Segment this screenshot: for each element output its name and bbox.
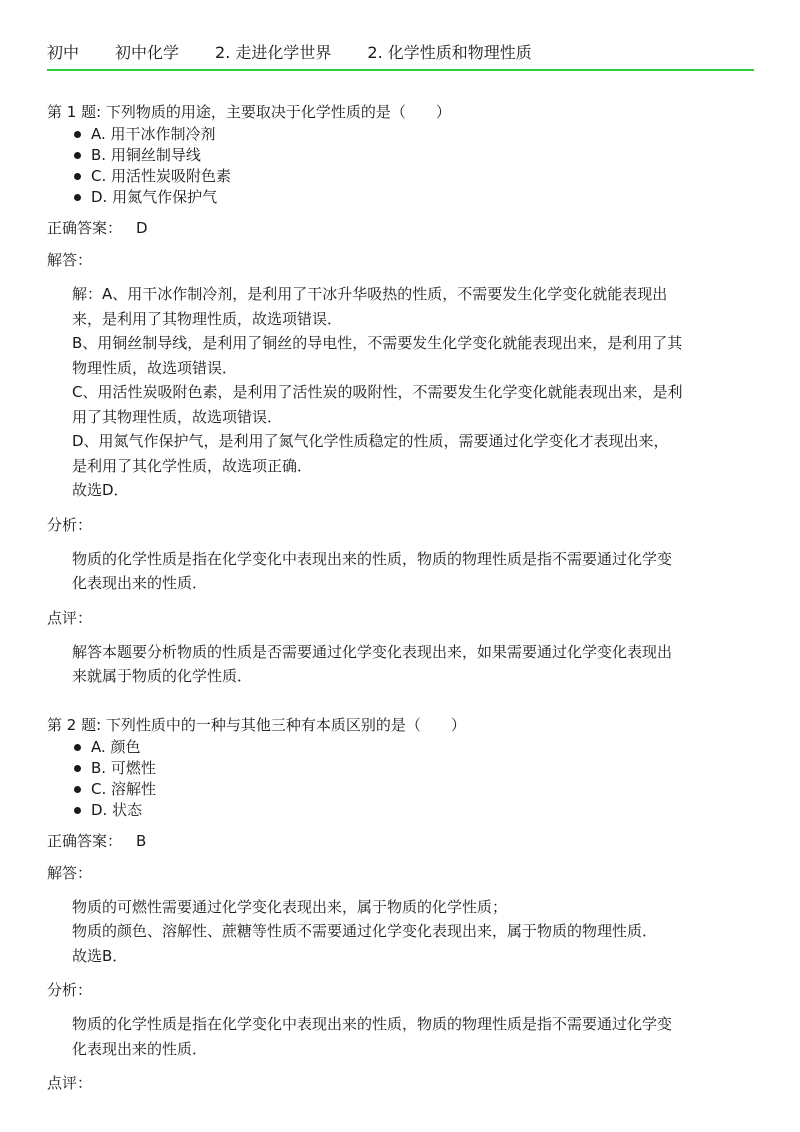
solution-line: B、用铜丝制导线，是利用了铜丝的导电性，不需要发生化学变化就能表现出来，是利用了其 <box>72 334 683 352</box>
option-a <box>47 737 754 758</box>
bullet-icon <box>74 173 81 180</box>
solution-line: 来，是利用了其物理性质，故选项错误． <box>72 309 343 328</box>
option-text: C. 溶解性 <box>91 779 157 798</box>
header-divider <box>47 69 754 71</box>
question-list <box>47 100 754 1119</box>
solution-body <box>47 895 754 969</box>
analysis-line: 物质的化学性质是指在化学变化中表现出来的性质，物质的物理性质是指不需要通过化学变 <box>72 1015 673 1033</box>
option-c <box>47 779 754 800</box>
option-text: D. 用氮气作保护气 <box>91 188 218 206</box>
answer-label: 正确答案： <box>47 219 123 237</box>
bullet-icon <box>74 807 81 814</box>
bullet-icon <box>74 765 81 772</box>
analysis-label: 分析： <box>47 515 93 534</box>
option-text: B. 可燃性 <box>91 758 156 777</box>
bullet-icon <box>74 152 81 159</box>
option-b <box>47 145 754 166</box>
option-b <box>47 758 754 779</box>
analysis-line: 化表现出来的性质． <box>72 574 208 592</box>
bullet-icon <box>74 131 81 138</box>
correct-answer <box>47 216 754 240</box>
correct-answer <box>47 829 754 853</box>
option-text: D. 状态 <box>91 800 143 819</box>
analysis-body <box>47 1012 754 1061</box>
breadcrumb-section[interactable]: 2. 化学性质和物理性质 <box>367 42 532 62</box>
solution-line: 物理性质，故选项错误． <box>72 358 238 377</box>
question-title: 第 1 题: 下列物质的用途，主要取决于化学性质的是（ ） <box>47 103 451 121</box>
solution-line: 故选D． <box>72 481 129 499</box>
analysis-label: 分析： <box>47 981 93 999</box>
solution-line: 物质的可燃性需要通过化学变化表现出来，属于物质的化学性质； <box>72 897 508 916</box>
answer-value: B <box>136 831 147 850</box>
option-text: C. 用活性炭吸附色素 <box>91 167 232 185</box>
question-1 <box>47 100 754 689</box>
option-text: B. 用铜丝制导线 <box>91 146 201 164</box>
answer-label: 正确答案： <box>47 831 123 850</box>
question-2 <box>47 713 754 1096</box>
option-c <box>47 166 754 187</box>
bullet-icon <box>74 194 81 201</box>
comment-body <box>47 640 754 689</box>
solution-line: 故选B． <box>72 946 128 965</box>
comment-label: 点评： <box>47 608 93 627</box>
answer-value: D <box>136 219 148 237</box>
bullet-icon <box>74 744 81 751</box>
breadcrumb-chapter[interactable]: 2. 走进化学世界 <box>215 42 332 62</box>
option-text: A. 用干冰作制冷剂 <box>91 125 216 143</box>
solution-body <box>47 282 754 503</box>
solution-line: D、用氮气作保护气，是利用了氮气化学性质稳定的性质，需要通过化学变化才表现出来， <box>72 432 669 450</box>
solution-line: C、用活性炭吸附色素，是利用了活性炭的吸附性，不需要发生化学变化就能表现出来，是利 <box>72 383 683 401</box>
option-text: A. 颜色 <box>91 737 141 756</box>
option-list <box>47 737 754 821</box>
solution-line: 解：A、用干冰作制冷剂，是利用了干冰升华吸热的性质，不需要发生化学变化就能表现出 <box>72 285 668 303</box>
option-d <box>47 187 754 208</box>
comment-line: 来就属于物质的化学性质． <box>72 667 253 685</box>
option-d <box>47 800 754 821</box>
solution-line: 是利用了其化学性质，故选项正确． <box>72 456 313 475</box>
breadcrumb <box>47 40 754 62</box>
analysis-line: 物质的化学性质是指在化学变化中表现出来的性质，物质的物理性质是指不需要通过化学变 <box>72 549 673 568</box>
breadcrumb-level[interactable]: 初中 <box>47 42 80 62</box>
solution-line: 用了其物理性质，故选项错误． <box>72 407 283 426</box>
analysis-line: 化表现出来的性质． <box>72 1039 208 1058</box>
comment-line: 解答本题要分析物质的性质是否需要通过化学变化表现出来，如果需要通过化学变化表现出 <box>72 642 673 661</box>
option-list <box>47 124 754 208</box>
solution-label: 解答： <box>47 251 93 269</box>
option-a <box>47 124 754 145</box>
solution-line: 物质的颜色、溶解性、蔗糖等性质不需要通过化学变化表现出来，属于物质的物理性质． <box>72 922 658 940</box>
breadcrumb-subject[interactable]: 初中化学 <box>115 42 180 62</box>
analysis-body <box>47 547 754 596</box>
bullet-icon <box>74 786 81 793</box>
comment-label: 点评： <box>47 1074 93 1092</box>
solution-label: 解答： <box>47 863 93 882</box>
question-title: 第 2 题: 下列性质中的一种与其他三种有本质区别的是（ ） <box>47 715 466 734</box>
